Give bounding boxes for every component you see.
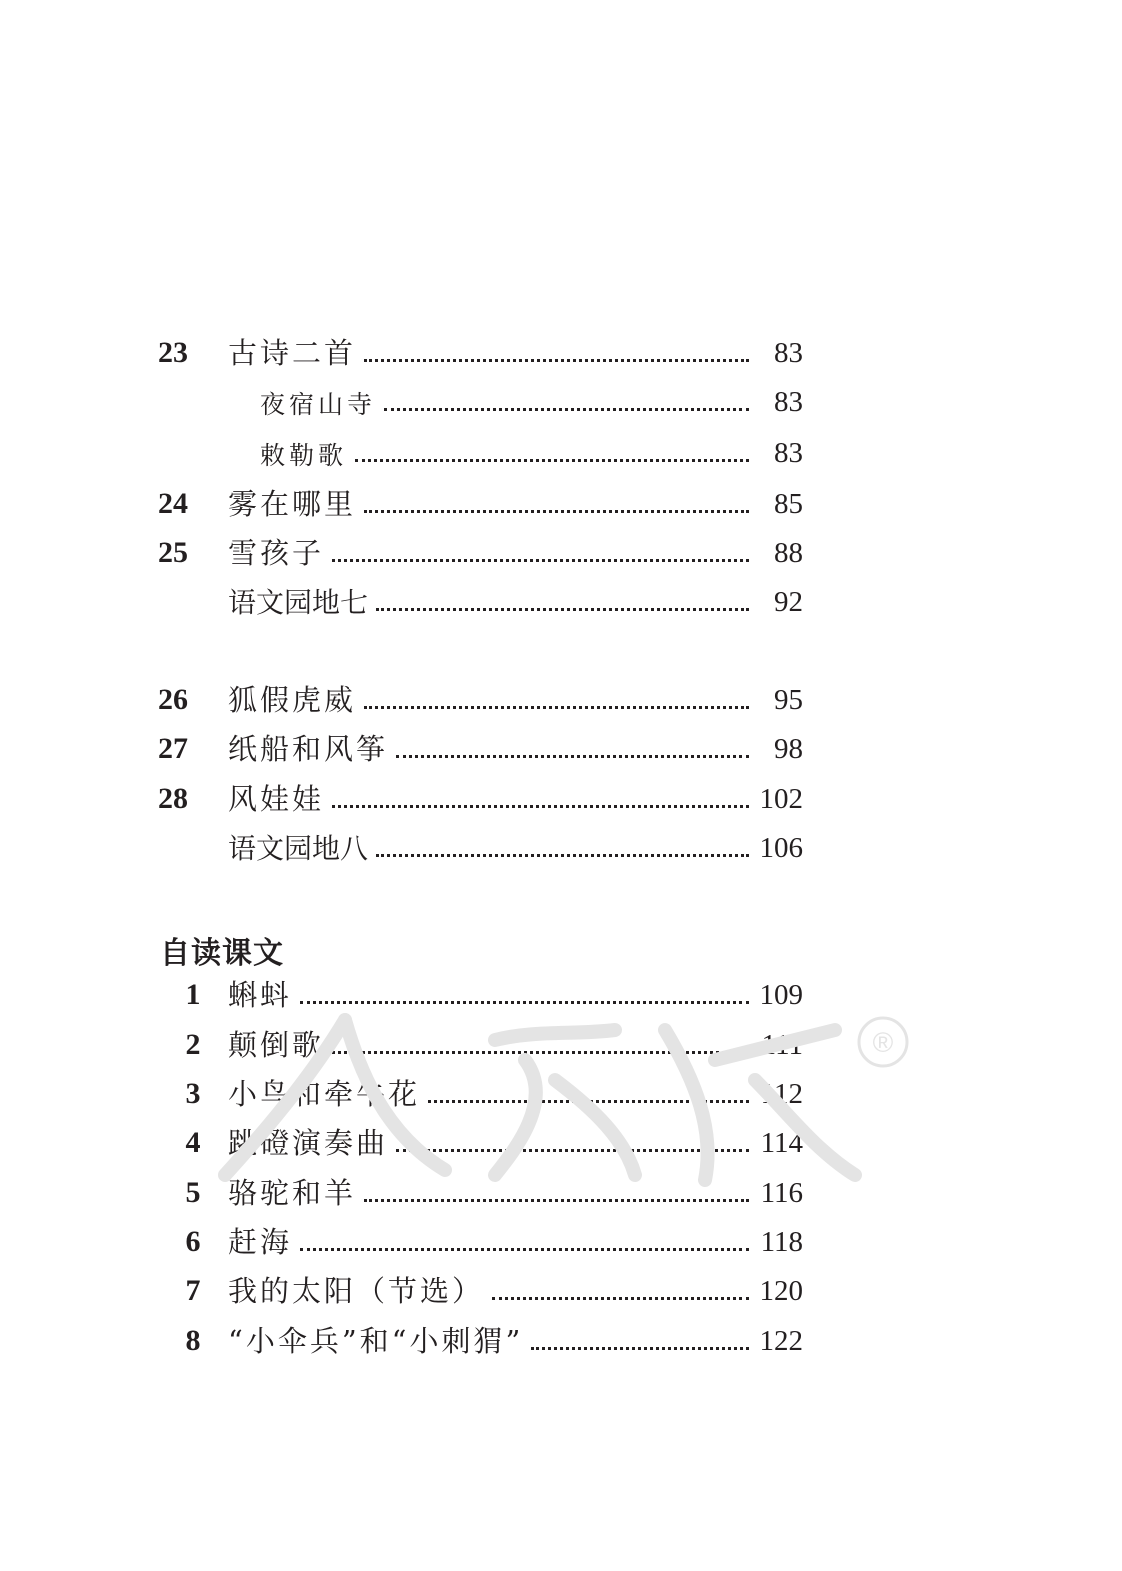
dot-leader	[332, 805, 749, 808]
toc-row[interactable]	[158, 675, 803, 719]
page-number: 85	[774, 488, 803, 520]
toc-row[interactable]	[158, 1118, 803, 1162]
page-number: 112	[760, 1078, 803, 1110]
lesson-title: 纸船和风筝	[228, 732, 389, 766]
dot-leader	[332, 559, 749, 562]
lesson-number: 25	[158, 536, 188, 569]
lesson-number	[158, 617, 228, 621]
page-number: 83	[774, 437, 803, 469]
lesson-number: 23	[158, 336, 188, 369]
toc-row-garden[interactable]	[158, 577, 803, 621]
lesson-title: 赶海	[228, 1225, 293, 1259]
lesson-number	[158, 863, 228, 867]
toc-row[interactable]	[158, 1020, 803, 1064]
toc-row[interactable]	[158, 724, 803, 768]
registered-mark: ®	[872, 1027, 894, 1058]
lesson-title: 狐假虎威	[228, 683, 357, 717]
dot-leader	[396, 1149, 749, 1152]
page-number: 111	[761, 1029, 803, 1061]
poem-title: 夜宿山寺	[260, 390, 377, 419]
dot-leader	[384, 408, 749, 411]
page-number: 95	[774, 684, 803, 716]
lesson-number: 5	[185, 1176, 201, 1209]
toc-row[interactable]	[158, 1266, 803, 1310]
section-heading: 自读课文	[160, 936, 284, 971]
lesson-title: 颠倒歌	[228, 1028, 325, 1062]
dot-leader	[300, 1248, 749, 1251]
toc-row[interactable]	[158, 1217, 803, 1261]
page-number: 83	[774, 337, 803, 369]
lesson-number	[158, 468, 228, 472]
dot-leader	[364, 510, 749, 513]
lesson-title: 雾在哪里	[228, 487, 357, 521]
toc-row[interactable]	[158, 1069, 803, 1113]
lesson-number	[158, 417, 228, 421]
lesson-number: 6	[185, 1225, 201, 1258]
page-number: 118	[760, 1226, 803, 1258]
poem-title: 敕勒歌	[260, 441, 348, 470]
lesson-number: 2	[185, 1028, 201, 1061]
dot-leader	[376, 854, 749, 857]
lesson-number: 28	[158, 782, 188, 815]
lesson-number: 26	[158, 683, 188, 716]
lesson-number: 27	[158, 732, 188, 765]
toc-row-garden[interactable]	[158, 823, 803, 867]
page-number: 122	[759, 1325, 803, 1357]
lesson-number: 3	[185, 1077, 201, 1110]
toc-row[interactable]	[158, 1168, 803, 1212]
lesson-title: 我的太阳（节选）	[228, 1274, 485, 1308]
page-number: 120	[759, 1275, 803, 1307]
lesson-title: 骆驼和羊	[228, 1176, 357, 1210]
dot-leader	[364, 359, 749, 362]
toc-subrow[interactable]	[158, 428, 803, 472]
page-number: 98	[774, 733, 803, 765]
dot-leader	[492, 1297, 749, 1300]
dot-leader	[355, 459, 749, 462]
page-number: 114	[760, 1127, 803, 1159]
garden-title: 语文园地七	[228, 586, 369, 619]
lesson-number: 24	[158, 487, 188, 520]
toc-row[interactable]	[158, 328, 803, 372]
lesson-title: 蝌蚪	[228, 978, 293, 1012]
page-number: 102	[759, 783, 803, 815]
toc-row[interactable]	[158, 774, 803, 818]
toc-subrow[interactable]	[158, 377, 803, 421]
dot-leader	[376, 608, 749, 611]
page-number: 109	[759, 979, 803, 1011]
toc-row[interactable]	[158, 479, 803, 523]
page-number: 83	[774, 386, 803, 418]
lesson-title: “小伞兵”和“小刺猬”	[228, 1324, 524, 1358]
dot-leader	[300, 1001, 749, 1004]
lesson-number: 7	[185, 1274, 201, 1307]
dot-leader	[364, 1199, 749, 1202]
dot-leader	[531, 1347, 749, 1350]
page-number: 92	[774, 586, 803, 618]
lesson-title: 雪孩子	[228, 536, 325, 570]
garden-title: 语文园地八	[228, 832, 369, 865]
toc-row[interactable]	[158, 528, 803, 572]
lesson-number: 1	[185, 978, 201, 1011]
toc-row[interactable]	[158, 970, 803, 1014]
toc-row[interactable]	[158, 1316, 803, 1360]
page-number: 88	[774, 537, 803, 569]
dot-leader	[428, 1100, 749, 1103]
lesson-title: 风娃娃	[228, 782, 325, 816]
dot-leader	[396, 755, 749, 758]
lesson-number: 8	[185, 1324, 201, 1357]
lesson-title: 跳磴演奏曲	[228, 1126, 389, 1160]
page-number: 116	[760, 1177, 803, 1209]
page-number: 106	[759, 832, 803, 864]
dot-leader	[332, 1051, 749, 1054]
dot-leader	[364, 706, 749, 709]
lesson-title: 小鸟和牵牛花	[228, 1077, 421, 1111]
lesson-title: 古诗二首	[228, 336, 357, 370]
lesson-number: 4	[185, 1126, 201, 1159]
